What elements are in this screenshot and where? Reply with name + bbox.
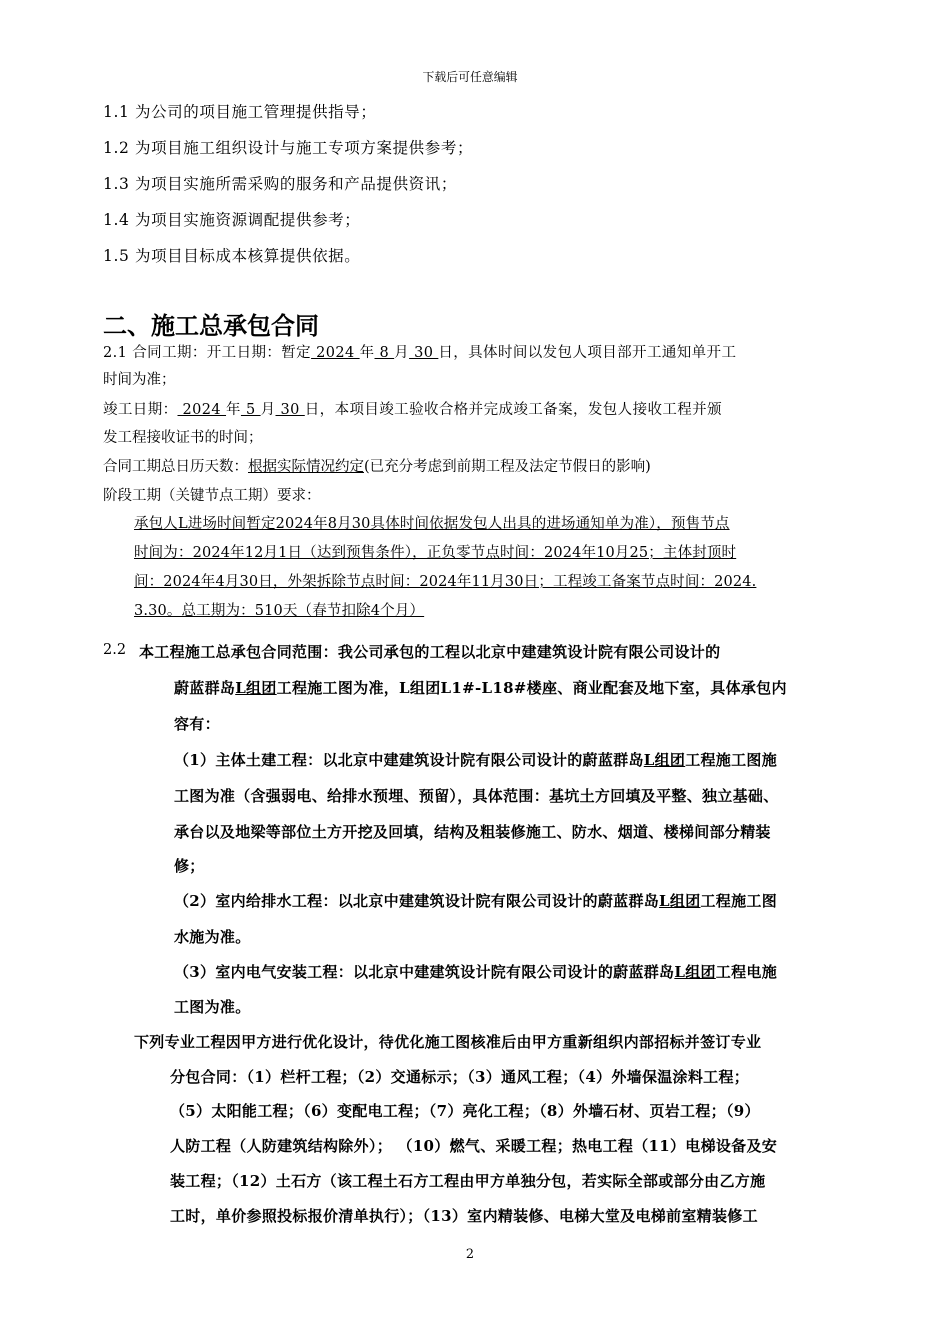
start-month: 8 [374,345,395,361]
scope-item-3-text: （3）室内电气安装工程：以北京中建建筑设计院有限公司设计的蔚蓝群岛 [174,963,675,981]
scope-item-2 [174,890,777,911]
completion-year-unit: 年 [226,402,241,418]
page-number: 2 [465,1247,475,1262]
scope-item-3-tail: 工程电施 [715,963,777,981]
start-date-line [103,341,736,362]
total-days-line [103,455,651,476]
scope-line-2-tail: 工程施工图为准，L组团L1#-L18#楼座、商业配套及地下室，具体承包内 [276,679,787,697]
completion-year: 2024 [177,402,227,418]
start-month-unit: 月 [394,345,410,361]
stage-line-4: 3.30。总工期为：510天（春节扣除4个月） [134,603,425,619]
scope-item-2-text: （2）室内给排水工程：以北京中建建筑设计院有限公司设计的蔚蓝群岛 [174,892,660,910]
subcontract-line-2: 分包合同：（1）栏杆工程；（2）交通标示；（3）通风工程；（4）外墙保温涂料工程； [170,1068,750,1086]
completion-month: 5 [240,402,261,418]
page-header: 下载后可任意编辑 [422,70,518,84]
scope-item-1 [174,749,777,770]
purpose-item-2: 1.2 为项目施工组织设计与施工专项方案提供参考； [103,139,474,157]
group-name: L组团 [235,679,277,697]
scope-number: 2.2 [103,642,127,658]
scope-item-1-text: （1）主体土建工程：以北京中建建筑设计院有限公司设计的蔚蓝群岛 [174,751,644,769]
start-year-unit: 年 [359,345,375,361]
group-name: L组团 [674,963,716,981]
start-date-tail: 日，具体时间以发包人项目部开工通知单开工 [438,345,737,361]
scope-item-1-line-2: 工图为准（含强弱电、给排水预埋、预留），具体范围：基坑土方回填及平整、独立基础、 [174,787,779,805]
subcontract-line-5: 装工程；（12）土石方（该工程土石方工程由甲方单独分包，若实际全部或部分由乙方施 [170,1172,766,1190]
purpose-item-1: 1.1 为公司的项目施工管理提供指导； [103,103,377,121]
group-name: L组团 [659,892,701,910]
scope-item-1-line-4: 修； [174,857,205,875]
stage-line-2: 时间为：2024年12月1日（达到预售条件），正负零节点时间：2024年10月25；主体封顶时 [134,545,737,561]
section-title: 二、施工总承包合同 [103,311,319,340]
scope-item-3-line-2: 工图为准。 [174,998,251,1016]
total-days-label: 合同工期总日历天数： [103,459,248,475]
project-name: 蔚蓝群岛 [174,679,236,697]
subcontract-line-4: 人防工程（人防建筑结构除外）； （10）燃气、采暖工程；热电工程（11）电梯设备及安 [170,1137,778,1155]
completion-date-line-2: 发工程接收证书的时间； [103,430,263,446]
stage-requirement-label: 阶段工期（关键节点工期）要求： [103,488,321,504]
scope-item-3 [174,961,777,982]
stage-line-3: 间：2024年4月30日，外架拆除节点时间：2024年11月30日；工程竣工备案节点时间：2024. [134,574,757,590]
scope-item-1-line-3: 承台以及地梁等部位土方开挖及回填，结构及粗装修施工、防水、烟道、楼梯间部分精装 [174,823,771,841]
completion-day: 30 [275,402,305,418]
completion-date-line [103,398,722,419]
scope-item-2-line-2: 水施为准。 [174,928,251,946]
scope-line-2 [174,677,787,698]
completion-date-label: 竣工日期： [103,402,178,418]
completion-month-unit: 月 [260,402,276,418]
subcontract-line-1: 下列专业工程因甲方进行优化设计，待优化施工图核准后由甲方重新组织内部招标并签订专业 [134,1033,762,1051]
scope-line-3: 容有： [174,715,220,733]
completion-date-tail: 日，本项目竣工验收合格并完成竣工备案，发包人接收工程并颁 [304,402,722,418]
total-days-value: 根据实际情况约定 [248,459,364,475]
start-date-line-2: 时间为准； [103,372,176,388]
start-day: 30 [409,345,439,361]
scope-item-1-tail: 工程施工图施 [685,751,778,769]
stage-line-1: 承包人L进场时间暂定2024年8月30具体时间依据发包人出具的进场通知单为准），预售节点 [134,516,730,532]
purpose-item-3: 1.3 为项目实施所需采购的服务和产品提供资讯； [103,175,457,193]
start-year: 2024 [311,345,360,361]
subcontract-line-3: （5）太阳能工程；（6）变配电工程；（7）亮化工程；（8）外墙石材、页岩工程；（9） [170,1102,760,1120]
purpose-item-4: 1.4 为项目实施资源调配提供参考； [103,211,361,229]
group-name: L组团 [643,751,686,769]
start-date-label: 2.1 合同工期：开工日期：暂定 [103,345,312,361]
scope-item-2-tail: 工程施工图 [700,892,778,910]
scope-line-1: 本工程施工总承包合同范围：我公司承包的工程以北京中建建筑设计院有限公司设计的 [139,643,721,661]
total-days-note: (已充分考虑到前期工程及法定节假日的影响) [364,459,651,475]
subcontract-line-6: 工时，单价参照投标报价清单执行）；（13）室内精装修、电梯大堂及电梯前室精装修工 [170,1207,758,1225]
purpose-item-5: 1.5 为项目目标成本核算提供依据。 [103,247,361,265]
